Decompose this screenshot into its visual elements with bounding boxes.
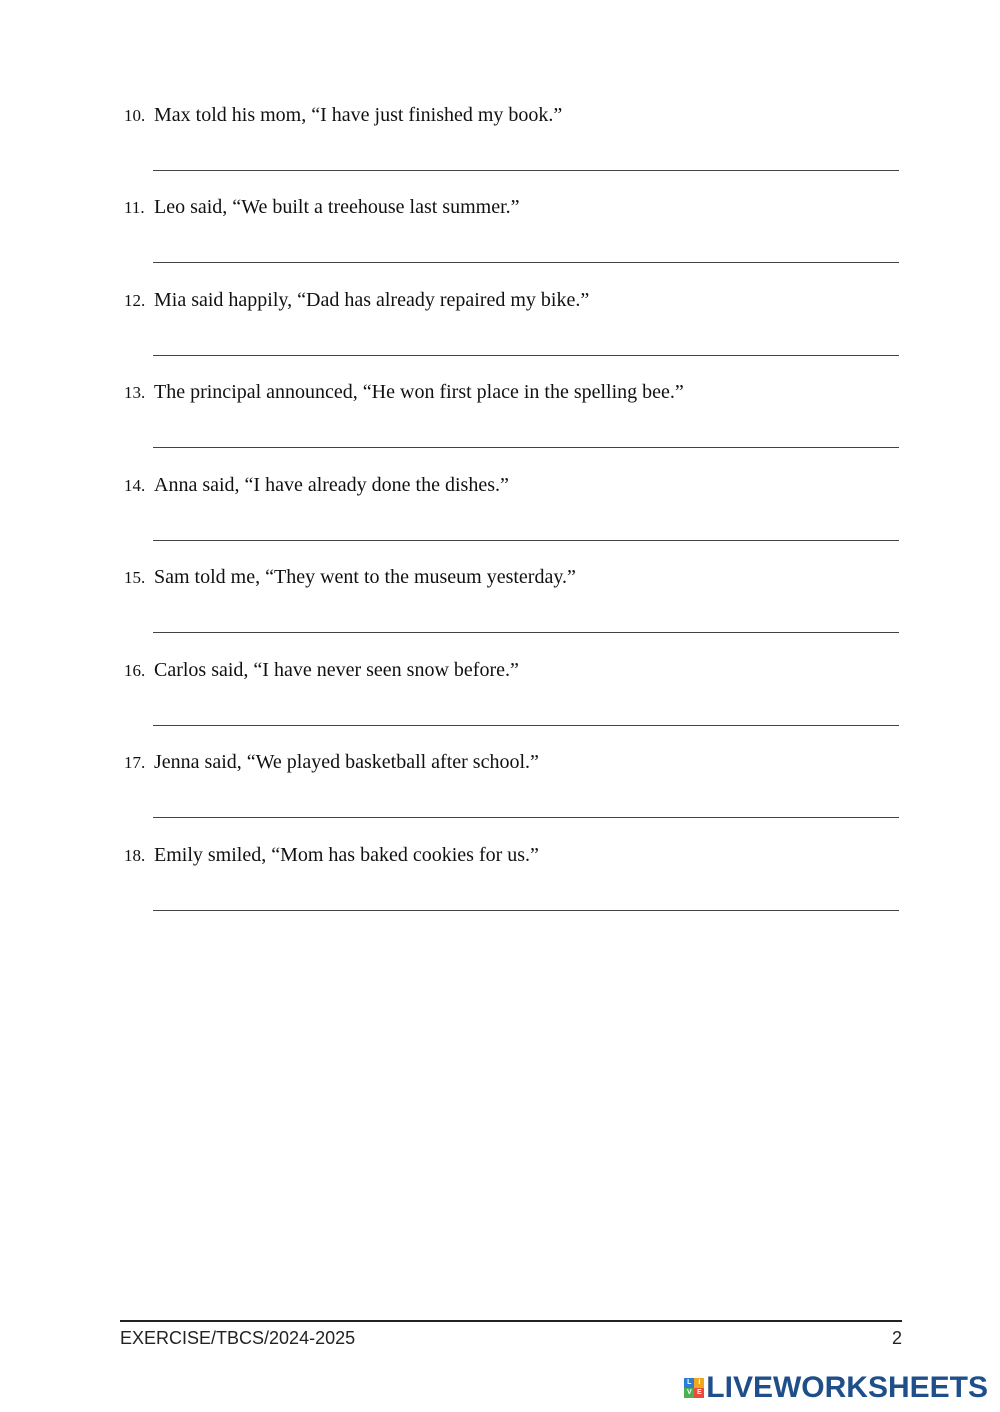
question-text: Emily smiled, “Mom has baked cookies for us.” <box>154 844 539 866</box>
question-number: 11. <box>124 198 145 217</box>
question-item <box>0 647 1000 773</box>
question-item <box>0 0 1000 126</box>
footer-code: EXERCISE/TBCS/2024-2025 <box>120 1328 356 1348</box>
question-item <box>0 462 1000 588</box>
question-text: Anna said, “I have already done the dishes.” <box>154 474 509 496</box>
question-text: Sam told me, “They went to the museum yesterday.” <box>154 566 576 588</box>
question-number: 10. <box>124 106 146 125</box>
brand-name: LIVEWORKSHEETS <box>706 1371 988 1404</box>
question-item <box>0 92 1000 218</box>
question-number: 14. <box>124 476 146 495</box>
question-number: 18. <box>124 846 146 865</box>
logo-letter: V <box>684 1388 694 1398</box>
answer-line[interactable] <box>153 910 899 911</box>
question-number: 13. <box>124 383 146 402</box>
question-number: 16. <box>124 661 146 680</box>
logo-letter: I <box>694 1378 704 1388</box>
question-item <box>0 740 1000 866</box>
question-text: Jenna said, “We played basketball after school.” <box>154 751 539 773</box>
page-number: 2 <box>891 1328 902 1348</box>
liveworksheets-logo-icon <box>684 1378 704 1398</box>
question-text: Max told his mom, “I have just finished my book.” <box>154 104 563 126</box>
question-item <box>0 277 1000 403</box>
question-number: 17. <box>124 753 146 772</box>
liveworksheets-brand[interactable] <box>684 1372 988 1404</box>
question-text: Mia said happily, “Dad has already repaired my bike.” <box>154 289 590 311</box>
question-item <box>0 370 1000 496</box>
question-number: 15. <box>124 568 146 587</box>
logo-letter: L <box>684 1378 694 1388</box>
logo-letter: E <box>694 1388 704 1398</box>
footer-divider <box>120 1320 902 1322</box>
question-text: Carlos said, “I have never seen snow before.” <box>154 659 519 681</box>
question-text: The principal announced, “He won first place in the spelling bee.” <box>154 381 684 403</box>
question-text: Leo said, “We built a treehouse last summer.” <box>154 196 520 218</box>
question-number: 12. <box>124 291 146 310</box>
question-item <box>0 555 1000 681</box>
question-item <box>0 185 1000 311</box>
